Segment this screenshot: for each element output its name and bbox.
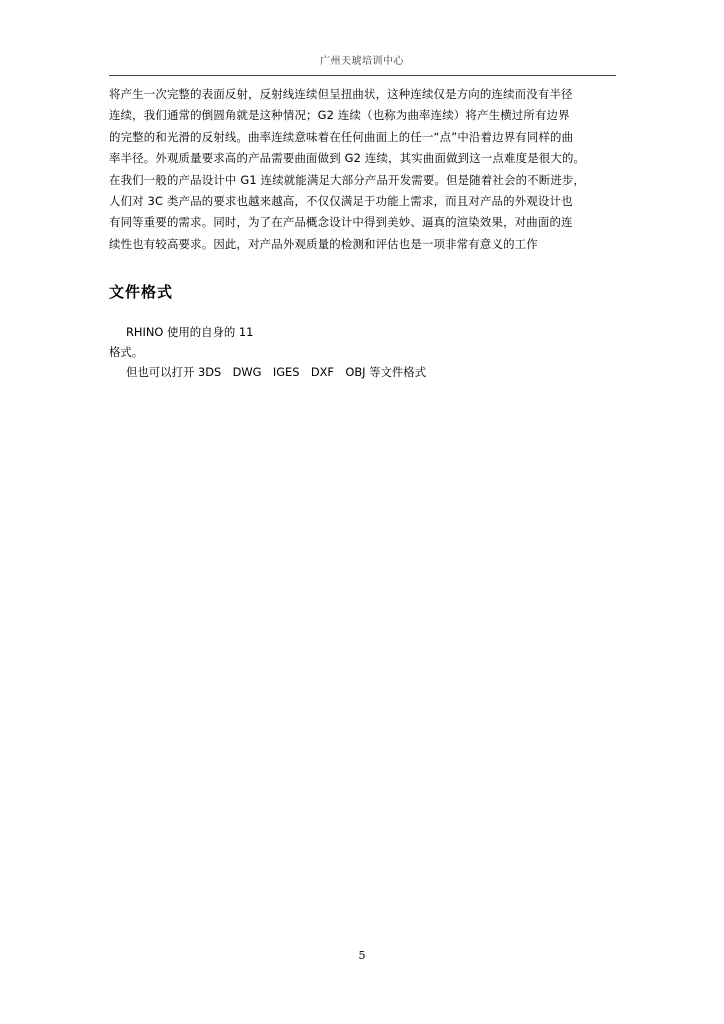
paragraph-line: 有同等重要的需求。同时，为了在产品概念设计中得到美妙、逼真的渲染效果，对曲面的连	[109, 215, 573, 230]
paragraph-line: 连续，我们通常的倒圆角就是这种情况；G2 连续（也称为曲率连续）将产生横过所有边界	[109, 108, 570, 123]
format-line-import: 但也可以打开 3DS DWG IGES DXF OBJ 等文件格式	[126, 365, 427, 379]
section-heading: 文件格式	[109, 283, 174, 301]
paragraph-line: 人们对 3C 类产品的要求也越来越高，不仅仅满足于功能上需求，而且对产品的外观设计也	[109, 194, 573, 209]
body-paragraph	[109, 84, 619, 255]
paragraph-line: 在我们一般的产品设计中 G1 连续就能满足大部分产品开发需要。但是随着社会的不断进步，	[109, 172, 586, 187]
format-line-native: RHINO 使用的自身的 11	[126, 325, 254, 339]
paragraph-line: 续性也有较高要求。因此，对产品外观质量的检测和评估也是一项非常有意义的工作	[109, 236, 538, 251]
paragraph-line: 率半径。外观质量要求高的产品需要曲面做到 G2 连续，其实曲面做到这一点难度是很大的。	[109, 151, 586, 166]
format-line-native-cont: 格式。	[109, 345, 144, 359]
file-format-paragraph	[109, 322, 619, 382]
paragraph-line: 的完整的和光滑的反射线。曲率连续意味着在任何曲面上的任一“点”中沿着边界有同样的曲	[109, 129, 574, 144]
paragraph-line: 将产生一次完整的表面反射，反射线连续但呈扭曲状，这种连续仅是方向的连续而没有半径	[109, 87, 573, 101]
header-divider	[109, 75, 616, 76]
page-header: 广州天琥培训中心	[320, 56, 404, 67]
page-number: 5	[358, 949, 366, 962]
